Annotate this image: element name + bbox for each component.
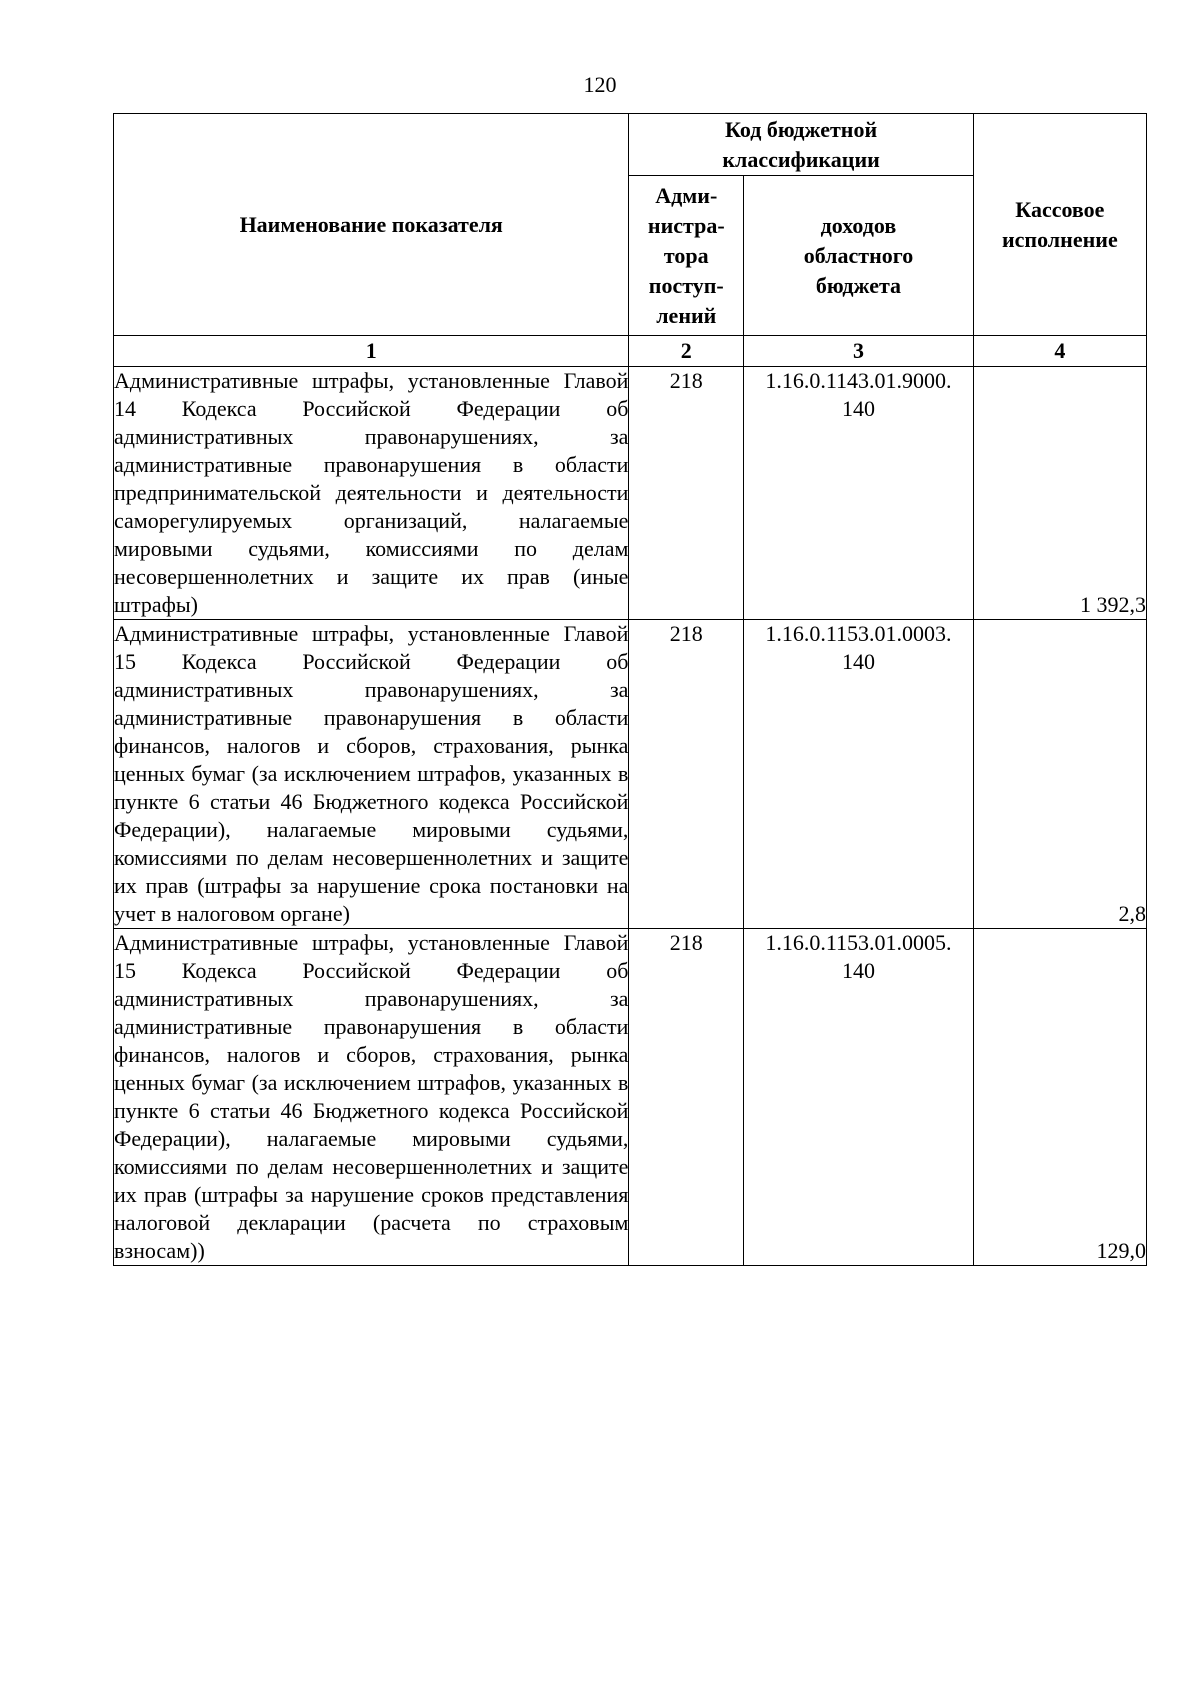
row-income-code-line1: 1.16.0.1143.01.9000. <box>765 368 952 393</box>
row-income-code-line2: 140 <box>841 649 875 674</box>
column-number-1: 1 <box>114 336 629 367</box>
row-name: Административные штрафы, установленные Главой 15 Кодекса Российской Федерации об административных правонарушениях, за административные правонарушения в области финансов, налогов и сборов, страхования, рынка ценных бумаг (за исключением штрафов, указанных в пункте 6 статьи 46 Бюджетного кодекса Российской Федерации), налагаемые мировыми судьями, комиссиями по делам несовершеннолетних и защите их прав (штрафы за нарушение сроков представления налоговой декларации (расчета по страховым взносам)) <box>114 929 629 1266</box>
table-row <box>114 929 1147 1266</box>
row-name: Административные штрафы, установленные Главой 15 Кодекса Российской Федерации об административных правонарушениях, за административные правонарушения в области финансов, налогов и сборов, страхования, рынка ценных бумаг (за исключением штрафов, указанных в пункте 6 статьи 46 Бюджетного кодекса Российской Федерации), налагаемые мировыми судьями, комиссиями по делам несовершеннолетних и защите их прав (штрафы за нарушение срока постановки на учет в налоговом органе) <box>114 620 629 929</box>
header-administrator <box>629 176 744 336</box>
column-number-3: 3 <box>744 336 974 367</box>
header-name: Наименование показателя <box>114 114 629 336</box>
header-execution-text: Кассовое исполнение <box>1001 196 1118 252</box>
header-administrator-text: Адми-нистра-тора поступ-лений <box>647 182 725 328</box>
row-admin-code: 218 <box>629 929 744 1266</box>
row-income-code-line1: 1.16.0.1153.01.0005. <box>765 930 952 955</box>
budget-table <box>113 113 1147 1266</box>
row-name: Административные штрафы, установленные Главой 14 Кодекса Российской Федерации об административных правонарушениях, за административные правонарушения в области предпринимательской деятельности и деятельности саморегулируемых организаций, налагаемые мировыми судьями, комиссиями по делам несовершеннолетних и защите их прав (иные штрафы) <box>114 367 629 620</box>
header-execution <box>973 114 1146 336</box>
table-row <box>114 620 1147 929</box>
row-income-code-line2: 140 <box>841 958 875 983</box>
header-classification-text: Код бюджетной классификации <box>722 116 880 172</box>
column-number-2: 2 <box>629 336 744 367</box>
page-number: 120 <box>583 72 617 97</box>
header-income-text: доходов областного бюджета <box>803 212 914 298</box>
row-income-code-line1: 1.16.0.1153.01.0003. <box>765 621 952 646</box>
row-income-code-line2: 140 <box>841 396 875 421</box>
header-income <box>744 176 974 336</box>
row-amount: 129,0 <box>973 929 1146 1266</box>
row-income-code <box>744 367 974 620</box>
row-income-code <box>744 929 974 1266</box>
row-amount: 1 392,3 <box>973 367 1146 620</box>
row-admin-code: 218 <box>629 620 744 929</box>
header-classification-group <box>629 114 973 176</box>
column-number-4: 4 <box>973 336 1146 367</box>
row-admin-code: 218 <box>629 367 744 620</box>
row-income-code <box>744 620 974 929</box>
row-amount: 2,8 <box>973 620 1146 929</box>
table-row <box>114 367 1147 620</box>
